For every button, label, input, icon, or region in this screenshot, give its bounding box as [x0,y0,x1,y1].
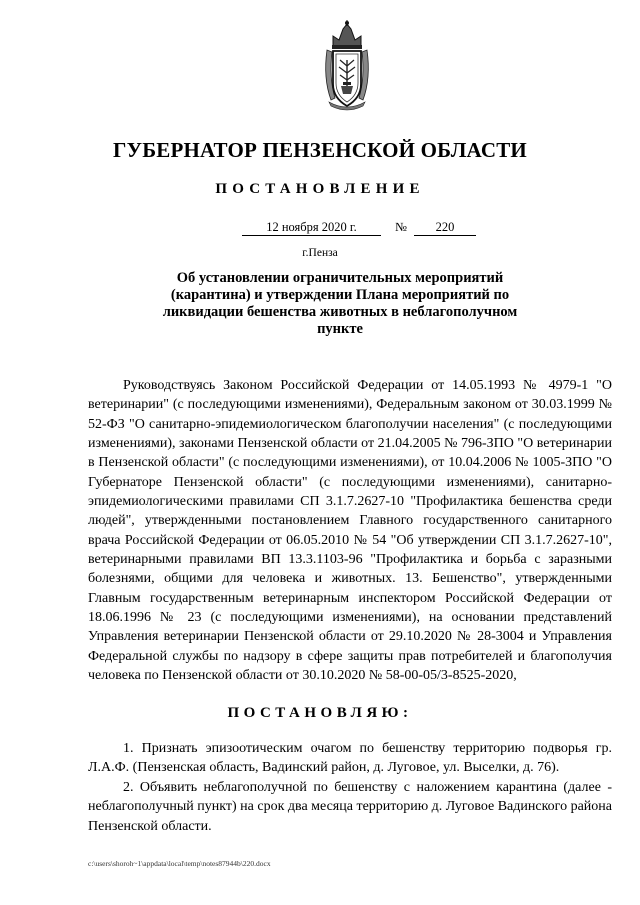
coat-of-arms-icon [321,20,373,112]
decree-item-1: 1. Признать эпизоотическим очагом по бешенству территорию подворья гр. Л.А.Ф. (Пензенская область, Вадинский район, д. Луговое, ул. Выселки, д. 76). [88,741,612,776]
city: г.Пенза [302,247,338,259]
decree-item-2: 2. Объявить неблагополучной по бешенству с наложением карантина (далее - неблагополучный пункт) на срок два месяца территорию д. Луговое Вадинского района Пензенской области. [88,780,612,834]
document-subject: Об установлении ограничительных мероприятий (карантина) и утверждении Плана мероприятий по ликвидации бешенства животных в неблагополучном пункте [162,270,518,337]
document-date: 12 ноября 2020 г. [242,220,381,236]
file-path-footer: c:\users\shoroh~1\appdata\local\temp\notes87944b\220.docx [88,859,271,868]
decree-heading: ПОСТАНОВЛЯЮ: [227,705,413,721]
preamble-paragraph: Руководствуясь Законом Российской Федерации от 14.05.1993 № 4979-1 "О ветеринарии" (с последующими изменениями), Федеральным законом от 30.03.1999 № 52-ФЗ "О санитарно-эпидемиологическом благополучии населения" (с последующими изменениями), законами Пензенской области от 21.04.2005 № 796-ЗПО "О ветеринарии в Пензенской области" (с последующими изменениями), от 10.04.2006 № 1005-ЗПО "О Губернаторе Пензенской области" (с последующими изменениями), санитарно-эпидемиологическими правилами СП 3.1.7.2627-10 "Профилактика бешенства среди людей", утвержденными постановлением Главного государственного санитарного врача Российской Федерации от 06.05.2010 № 54 "Об утверждении СП 3.1.7.2627-10", ветеринарными правилами ВП 13.3.1103-96 "Профилактика и борьба с заразными болезнями, общими для человека и животных. 13. Бешенство", утвержденными Главным государственным ветеринарным инспектором Российской Федерации от 18.06.1996 № 23 (с последующими изменениями), на основании представлений Управления ветеринарии Пензенской области от 29.10.2020 № 28-3004 и Управления Федеральной службы по надзору в сфере защиты прав потребителей и благополучия человека по Пензенской области от 30.10.2020 № 58-00-05/3-8525-2020, [88,378,612,684]
document-number: 220 [414,220,476,236]
document-type: ПОСТАНОВЛЕНИЕ [215,181,425,197]
number-sign: № [395,220,407,234]
authority-title: ГУБЕРНАТОР ПЕНЗЕНСКОЙ ОБЛАСТИ [113,138,527,162]
date-number-row [0,220,640,240]
